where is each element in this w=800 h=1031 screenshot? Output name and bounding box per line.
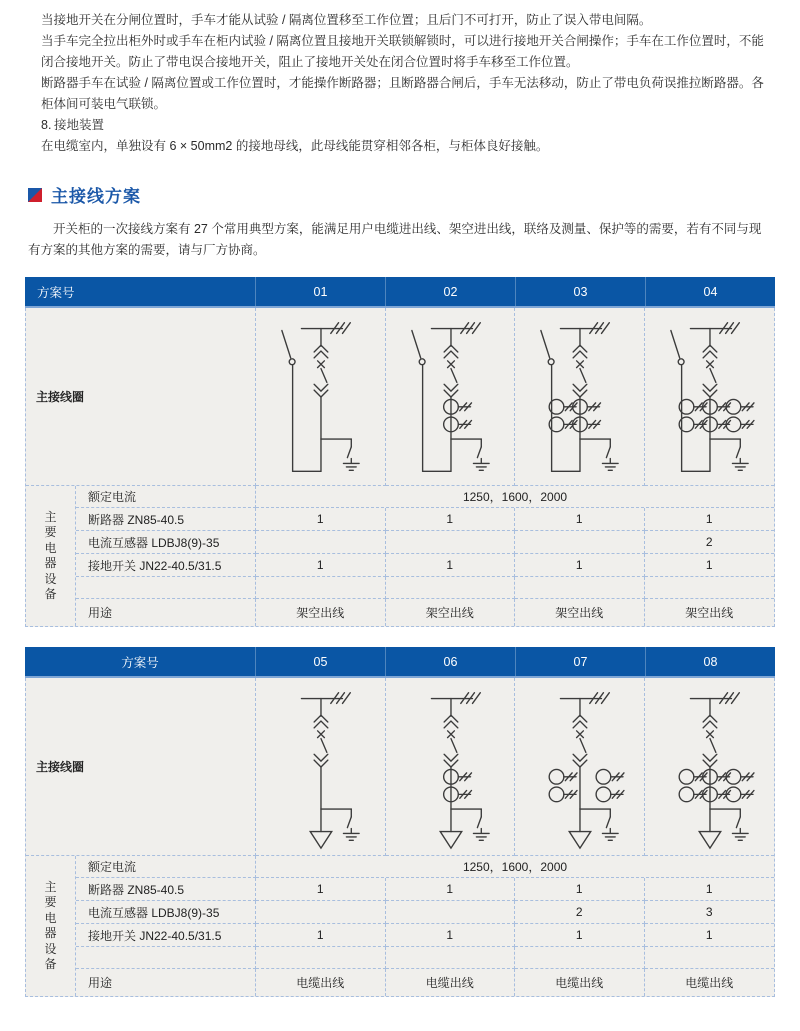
spec-value: 1 xyxy=(386,924,516,947)
single-line-diagram-scheme-04 xyxy=(645,309,773,485)
spec-value: 电缆出线 xyxy=(256,969,386,996)
spec-value xyxy=(256,577,386,599)
scheme-tables xyxy=(25,277,775,997)
spec-label xyxy=(76,577,256,599)
spec-span-value: 1250，1600，2000 xyxy=(256,856,774,878)
scheme-number-header: 03 xyxy=(515,277,645,306)
spec-value xyxy=(386,947,516,969)
spec-value xyxy=(515,577,645,599)
scheme-number-header: 07 xyxy=(515,647,645,676)
item-title: 接地装置 xyxy=(54,118,105,132)
intro-paragraph: 当接地开关在分闸位置时，手车才能从试验 / 隔离位置移至工作位置；且后门不可打开，防止了误入带电间隔。 xyxy=(41,13,652,27)
spec-label: 额定电流 xyxy=(76,486,256,508)
single-line-diagram-scheme-01 xyxy=(256,309,384,485)
spec-value: 1 xyxy=(256,878,386,901)
scheme-number-header: 08 xyxy=(645,647,775,676)
spec-value: 电缆出线 xyxy=(386,969,516,996)
single-line-diagram-scheme-06 xyxy=(386,679,514,855)
spec-value: 电缆出线 xyxy=(515,969,645,996)
scheme-number-label: 方案号 xyxy=(37,285,75,300)
numbered-item xyxy=(41,115,770,136)
table-body xyxy=(25,678,775,997)
diagram-cell xyxy=(645,308,775,486)
diagram-row-label: 主接线圈 xyxy=(26,678,256,856)
scheme-number-header: 04 xyxy=(645,277,775,306)
spec-label: 接地开关 JN22-40.5/31.5 xyxy=(76,554,256,577)
spec-value: 1 xyxy=(645,508,775,531)
spec-label: 用途 xyxy=(76,599,256,626)
spec-value: 1 xyxy=(515,878,645,901)
wiring-scheme-table-05-08 xyxy=(25,647,775,997)
section-intro: 开关柜的一次接线方案有 27 个常用典型方案，能满足用户电缆进出线、架空进出线，联络及测量、保护等的需要，若有不同与现有方案的其他方案的需要，请与厂方协商。 xyxy=(28,222,762,257)
section-header xyxy=(0,182,800,207)
spec-span-value: 1250，1600，2000 xyxy=(256,486,774,508)
spec-value xyxy=(515,531,645,554)
spec-value: 1 xyxy=(386,508,516,531)
scheme-number-header: 01 xyxy=(255,277,385,306)
spec-value: 2 xyxy=(645,531,775,554)
spec-value: 1 xyxy=(645,554,775,577)
spec-value xyxy=(386,901,516,924)
spec-value: 架空出线 xyxy=(386,599,516,626)
table-header-row xyxy=(25,277,775,308)
item-body: 在电缆室内，单独设有 6 × 50mm2 的接地母线，此母线能贯穿相邻各柜，与柜体良好接触。 xyxy=(41,139,549,153)
intro-paragraph: 断路器手车在试验 / 隔离位置或工作位置时，才能操作断路器；且断路器合闸后，手车无法移动，防止了带电负荷误推拉断路器。各柜体间可装电气联锁。 xyxy=(41,76,764,111)
single-line-diagram-scheme-07 xyxy=(515,679,643,855)
diagram-cell xyxy=(515,678,645,856)
spec-value: 1 xyxy=(386,554,516,577)
spec-value xyxy=(515,947,645,969)
scheme-number-header: 06 xyxy=(385,647,515,676)
spec-label: 额定电流 xyxy=(76,856,256,878)
diagram-cell xyxy=(515,308,645,486)
diagram-cell xyxy=(386,308,516,486)
diagram-cell xyxy=(386,678,516,856)
spec-value xyxy=(645,577,775,599)
spec-value: 1 xyxy=(256,554,386,577)
diagram-row-label: 主接线圈 xyxy=(26,308,256,486)
spec-value xyxy=(256,531,386,554)
spec-value: 1 xyxy=(515,924,645,947)
diagram-cell xyxy=(645,678,775,856)
interlock-description-block xyxy=(0,0,800,157)
single-line-diagram-scheme-02 xyxy=(386,309,514,485)
spec-label: 接地开关 JN22-40.5/31.5 xyxy=(76,924,256,947)
spec-value xyxy=(645,947,775,969)
single-line-diagram-scheme-03 xyxy=(515,309,643,485)
equipment-group-label: 主 要 电 器 设 备 xyxy=(26,486,76,626)
item-number: 8. xyxy=(41,118,52,132)
single-line-diagram-scheme-05 xyxy=(256,679,384,855)
spec-label: 断路器 ZN85-40.5 xyxy=(76,878,256,901)
spec-value: 架空出线 xyxy=(685,606,734,620)
spec-value: 1 xyxy=(645,878,775,901)
section-marker-icon xyxy=(28,188,42,202)
spec-value xyxy=(256,901,386,924)
scheme-number-header: 05 xyxy=(255,647,385,676)
spec-value: 1 xyxy=(515,554,645,577)
spec-label: 电流互感器 LDBJ8(9)-35 xyxy=(76,901,256,924)
diagram-cell xyxy=(256,678,386,856)
spec-value: 架空出线 xyxy=(515,599,645,626)
spec-value: 1 xyxy=(256,924,386,947)
spec-value: 1 xyxy=(645,924,775,947)
spec-label: 断路器 ZN85-40.5 xyxy=(76,508,256,531)
spec-value: 3 xyxy=(645,901,775,924)
scheme-number-header: 02 xyxy=(385,277,515,306)
spec-value: 架空出线 xyxy=(256,599,386,626)
table-body xyxy=(25,308,775,627)
spec-value: 1 xyxy=(515,508,645,531)
spec-label: 用途 xyxy=(76,969,256,996)
table-header-row xyxy=(25,647,775,678)
intro-paragraph: 当手车完全拉出柜外时或手车在柜内试验 / 隔离位置且接地开关联锁解锁时，可以进行接地开关合闸操作；手车在工作位置时，不能闭合接地开关。防止了带电误合接地开关，阻止了接地开关处在闭合位置时将手车移至工作位置。 xyxy=(41,34,764,69)
spec-value: 2 xyxy=(515,901,645,924)
spec-value xyxy=(256,947,386,969)
equipment-group-label: 主 要 电 器 设 备 xyxy=(26,856,76,996)
scheme-number-label: 方案号 xyxy=(121,655,159,670)
spec-value xyxy=(386,577,516,599)
spec-value: 1 xyxy=(256,508,386,531)
spec-label xyxy=(76,947,256,969)
single-line-diagram-scheme-08 xyxy=(645,679,773,855)
wiring-scheme-table-01-04 xyxy=(25,277,775,627)
diagram-cell xyxy=(256,308,386,486)
spec-label: 电流互感器 LDBJ8(9)-35 xyxy=(76,531,256,554)
spec-value: 1 xyxy=(386,878,516,901)
spec-value xyxy=(386,531,516,554)
spec-value: 电缆出线 xyxy=(685,976,734,990)
page-title: 主接线方案 xyxy=(51,187,141,206)
